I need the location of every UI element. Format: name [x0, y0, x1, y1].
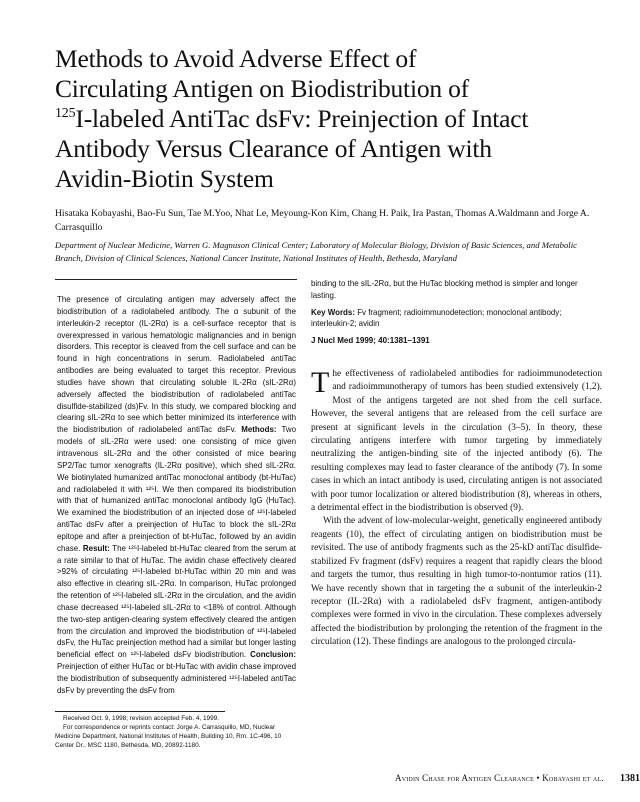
- title-line-5: Avidin-Biotin System: [55, 164, 274, 193]
- title-line-3: [55, 104, 600, 134]
- conclusion-label: Conclusion:: [250, 650, 296, 660]
- title-isotope-superscript: 125: [55, 106, 76, 121]
- abstract-intro: The presence of circulating antigen may adversely affect the biodistribution of a radiolabeled antibody. The α subunit of the interleukin-2 receptor (IL-2Rα) is a cell-surface receptor that is overexpressed in various hematologic malignancies and in benign disorders. This receptor is cleaved from the cell surface and can be found in high concentrations in serum. Radiolabeled antiTac antibodies are being evaluated to target this receptor. Previous studies have shown that circulating soluble IL-2Rα (sIL-2Rα) adversely affected the biodistribution of radiolabeled antiTac disulfide-stabilized (ds)Fv. In this study, we compared blocking and clearing sIL-2Rα to see which better minimized its interference with the biodistribution of radiolabeled antiTac dsFv.: [57, 295, 296, 435]
- drop-cap: T: [311, 366, 330, 399]
- body-paragraph-1: [311, 368, 602, 515]
- body-paragraph-2: With the advent of low-molecular-weight, genetically engineered antibody reagents (10), the effect of circulating antigen on biodistribution must be revisited. The use of antibody fragments such as the 25-kD antiTac disulfide-stabilized Fv fragment (dsFv) requires a reagent that rapidly clears the blood and targets the tumor, thus resulting in high tumor-to-nontumor ratios (11). We have recently shown that in targeting the α subunit of the interleukin-2 receptor (IL-2Rα) with a radiolabeled dsFv fragment, antigen-antibody complexes were formed in vivo in the circulation. These complexes adversely affected the biodistribution by prolonging the retention of the fragment in the circulation (12). These findings are analogous to the prolonged circula-: [311, 516, 602, 648]
- footnote-rule: [55, 711, 225, 712]
- result-label: Result:: [82, 543, 110, 553]
- title-line-1: Methods to Avoid Adverse Effect of: [55, 44, 417, 73]
- article-title: [55, 44, 600, 194]
- correspondence-note: For correspondence or reprints contact: Jorge A. Carrasquillo, MD, Nuclear Medicine Department, National Institutes of Health, Building 10, Rm. 1C-496, 10 Center Dr., MSC 1180, Bethesda, MD, 20892-1180.: [55, 724, 282, 749]
- methods-label: Methods:: [241, 425, 277, 435]
- abstract-result: The ¹²⁵I-labeled bt-HuTac cleared from the serum at a rate similar to that of HuTac. The avidin chase effectively cleared >92% of circulating ¹²⁵I-labeled bt-HuTac within 20 min and was also effective in clearing sIL-2Rα. In comparison, HuTac prolonged the retention of ¹²⁵I-labeled sIL-2Rα in the circulation, and the avidin chase decreased ¹²⁵I-labeled sIL-2Rα to <18% of control. Although the two-step antigen-clearing system effectively cleared the antigen from the circulation and improved the biodistribution of ¹²⁵I-labeled dsFv, the HuTac preinjection method had a similar but longer lasting beneficial effect on ¹²⁵I-labeled dsFv biodistribution.: [57, 543, 296, 660]
- body-paragraph-1-text: he effectiveness of radiolabeled antibodies for radioimmunodetection and radioimmunotherapy of tumors has been studied extensively (1,2). Most of the antigens targeted are not shed from the cell surface. However, the several antigens that are released from the cell surface are present at significant levels in the circulation (3–5). In theory, these circulating antigens interfere with tumor targeting by immediately neutralizing the antigen-binding site of the injected antibody (6). The resulting complexes may lead to faster clearance of the antibody (7). In some cases in which an intact antibody is used, circulating antigen is not associated with poor tumor localization or altered biodistribution (8), whereas in others, a detrimental effect in the biodistribution is observed (9).: [311, 369, 602, 514]
- affiliation: Department of Nuclear Medicine, Warren G. Magnuson Clinical Center; Laboratory of Molecular Biology, Division of Basic Sciences, and Metabolic Branch, Division of Clinical Sciences, National Cancer Institute, National Institutes of Health, Bethesda, Maryland: [55, 240, 577, 263]
- abstract-methods: Two models of sIL-2Rα were used: one consisting of mice given intravenous sIL-2Rα and the other consisted of mice bearing SP2/Tac tumor xenografts (IL-2Rα positive), which shed sIL-2Rα. We biotinylated humanized antiTac monoclonal antibody (bt-HuTac) and radiolabeled it with ¹²⁵I. We then compared its biodistribution with that of humanized antiTac monoclonal antibody IgG (HuTac). We examined the biodistribution of an injected dose of ¹²⁵I-labeled antiTac dsFv after a preinjection of HuTac to block the sIL-2Rα epitope and after a preinjection of bt-HuTac, followed by an avidin chase.: [57, 425, 296, 553]
- keywords-text: Fv fragment; radioimmunodetection; monoclonal antibody; interleukin-2; avidin: [311, 307, 562, 329]
- running-head: Avidin Chase for Antigen Clearance • Kobayashi et al.: [395, 773, 604, 783]
- body-text: [311, 368, 602, 650]
- abstract-continuation-block: [311, 278, 601, 352]
- abstract-continuation: binding to the sIL-2Rα, but the HuTac blocking method is simpler and longer lasting.: [311, 279, 578, 300]
- title-line-3-text: I-labeled AntiTac dsFv: Preinjection of Intact: [75, 104, 529, 133]
- abstract-text: [57, 294, 296, 697]
- journal-citation: J Nucl Med 1999; 40:1381–1391: [311, 336, 430, 346]
- author-list: Hisataka Kobayashi, Bao-Fu Sun, Tae M.Yoo, Nhat Le, Meyoung-Kon Kim, Chang H. Paik, Ira Pastan, Thomas A.Waldmann and Jorge A. Carrasquillo: [55, 208, 590, 233]
- footnote: [55, 714, 300, 750]
- keywords-label: Key Words:: [311, 307, 355, 317]
- abstract: [57, 294, 296, 697]
- abstract-top-rule: [55, 279, 297, 280]
- title-line-2: Circulating Antigen on Biodistribution of: [55, 74, 469, 103]
- abstract-conclusion: Preinjection of either HuTac or bt-HuTac with avidin chase improved the biodistribution of subsequently administered ¹²⁵I-labeled antiTac dsFv by preventing the dsFv from: [57, 662, 296, 695]
- keywords: [311, 307, 601, 331]
- page-number: 1381: [620, 773, 640, 784]
- running-footer: [395, 773, 640, 784]
- title-line-4: Antibody Versus Clearance of Antigen with: [55, 134, 492, 163]
- received-dates: Received Oct. 9, 1998; revision accepted Feb. 4, 1999.: [63, 715, 219, 722]
